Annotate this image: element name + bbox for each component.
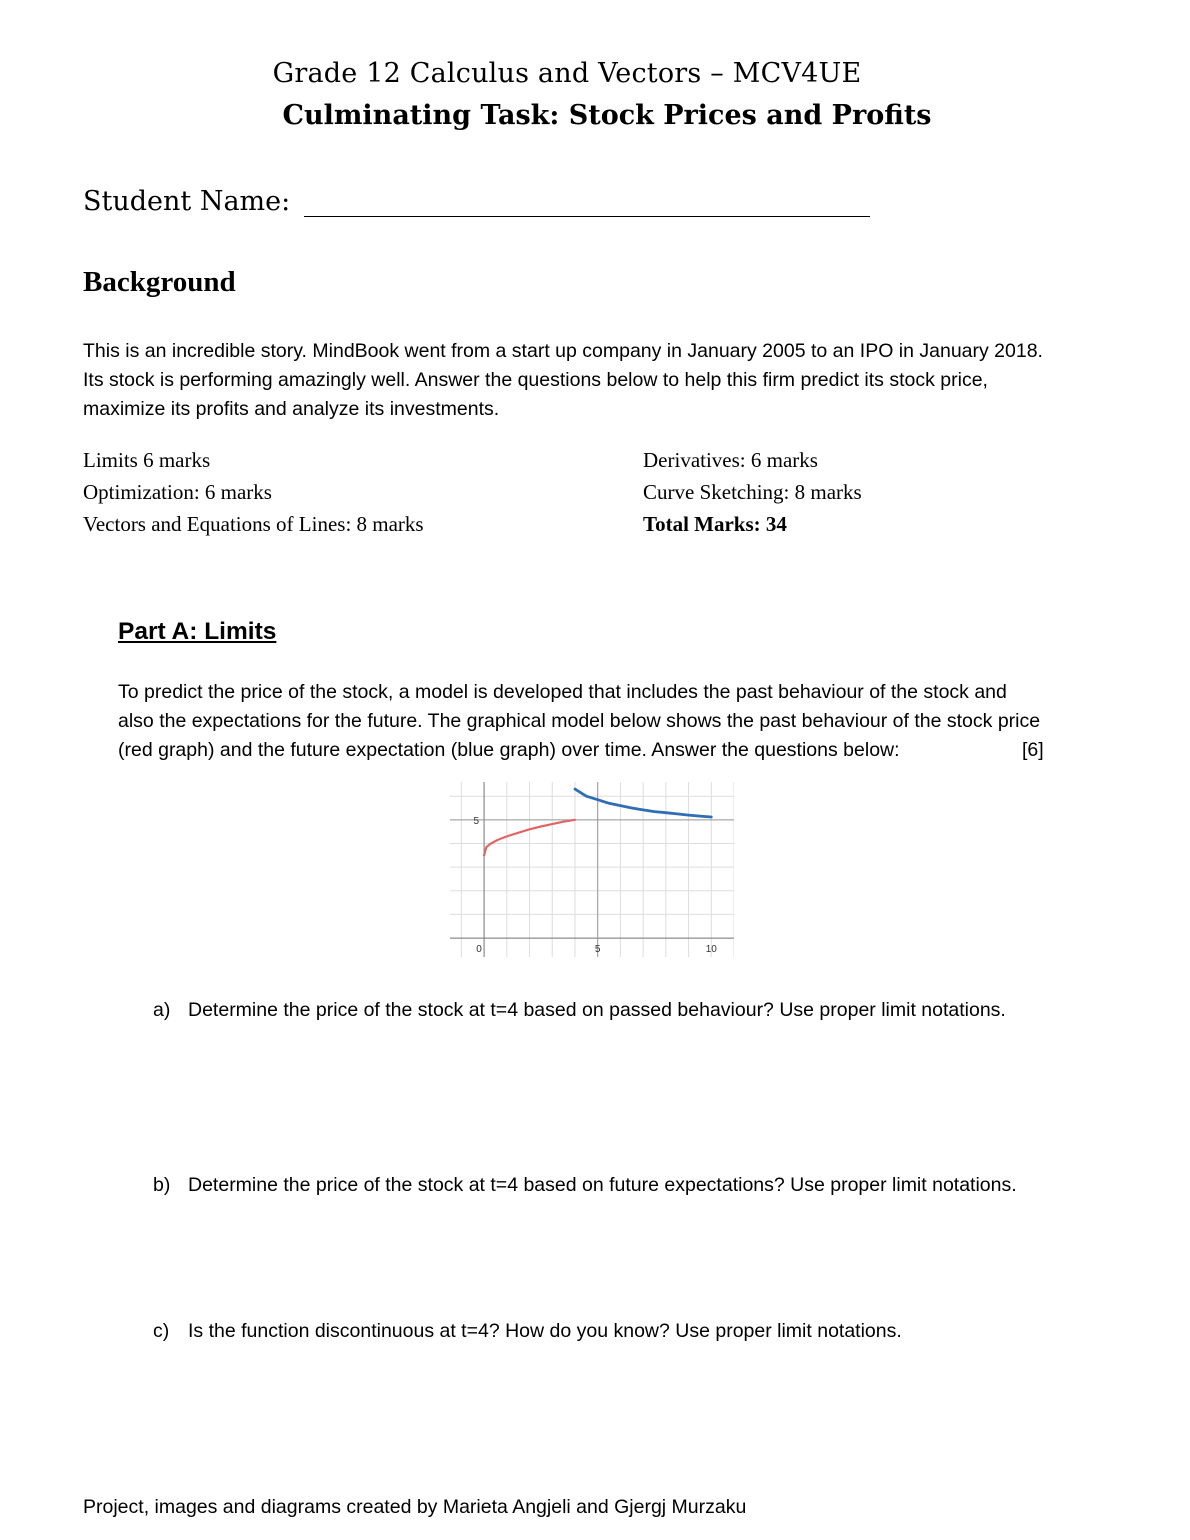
graph-tick-labels <box>474 816 718 955</box>
marks-item: Limits 6 marks <box>83 448 211 472</box>
background-heading: Background <box>83 266 236 298</box>
background-line: Its stock is performing amazingly well. Answer the questions below to help this firm predict its stock price, <box>83 369 988 391</box>
question-c <box>153 1320 902 1343</box>
background-line: maximize its profits and analyze its investments. <box>83 398 500 420</box>
question-text: Determine the price of the stock at t=4 based on passed behaviour? Use proper limit notations. <box>188 999 1006 1021</box>
footer-credit: Project, images and diagrams created by Marieta Angjeli and Gjergj Murzaku <box>83 1496 747 1518</box>
stock-price-graph <box>450 782 734 957</box>
question-a <box>153 999 1006 1022</box>
marks-item: Vectors and Equations of Lines: 8 marks <box>83 512 424 536</box>
part-a-last-line <box>118 736 1158 765</box>
part-a-marks: [6] <box>1022 739 1044 761</box>
graph-axes <box>450 782 734 957</box>
marks-item: Derivatives: 6 marks <box>643 448 818 472</box>
question-b <box>153 1174 1017 1197</box>
marks-item: Curve Sketching: 8 marks <box>643 480 862 504</box>
student-name-row <box>83 186 870 217</box>
graph-grid <box>450 782 734 957</box>
part-a-line: To predict the price of the stock, a model is developed that includes the past behaviour of the stock and <box>118 681 1007 703</box>
x-tick-label: 10 <box>705 944 717 956</box>
student-name-field[interactable] <box>304 192 870 217</box>
marks-left-column <box>83 444 424 540</box>
question-text: Determine the price of the stock at t=4 based on future expectations? Use proper limit notations. <box>188 1174 1017 1196</box>
course-title: Grade 12 Calculus and Vectors – MCV4UE <box>272 58 862 89</box>
part-a-paragraph <box>118 678 1158 765</box>
question-letter: b) <box>153 1174 171 1196</box>
background-paragraph <box>83 337 1163 424</box>
student-name-label: Student Name: <box>83 186 291 217</box>
part-a-line: also the expectations for the future. The graphical model below shows the past behaviour of the stock price <box>118 710 1041 732</box>
part-a-heading: Part A: Limits <box>118 618 277 645</box>
question-letter: a) <box>153 999 171 1021</box>
total-marks: Total Marks: 34 <box>643 512 787 536</box>
question-text: Is the function discontinuous at t=4? How do you know? Use proper limit notations. <box>188 1320 902 1342</box>
task-title: Culminating Task: Stock Prices and Profits <box>282 100 932 131</box>
y-tick-label: 5 <box>473 815 480 827</box>
part-a-line: (red graph) and the future expectation (blue graph) over time. Answer the questions below: <box>118 739 900 761</box>
question-letter: c) <box>153 1320 170 1342</box>
background-line: This is an incredible story. MindBook went from a start up company in January 2005 to an IPO in January 2018. <box>83 340 1043 362</box>
marks-item: Optimization: 6 marks <box>83 480 272 504</box>
x-tick-label: 0 <box>476 944 482 956</box>
x-tick-label: 5 <box>594 944 601 956</box>
marks-right-column <box>643 444 862 540</box>
